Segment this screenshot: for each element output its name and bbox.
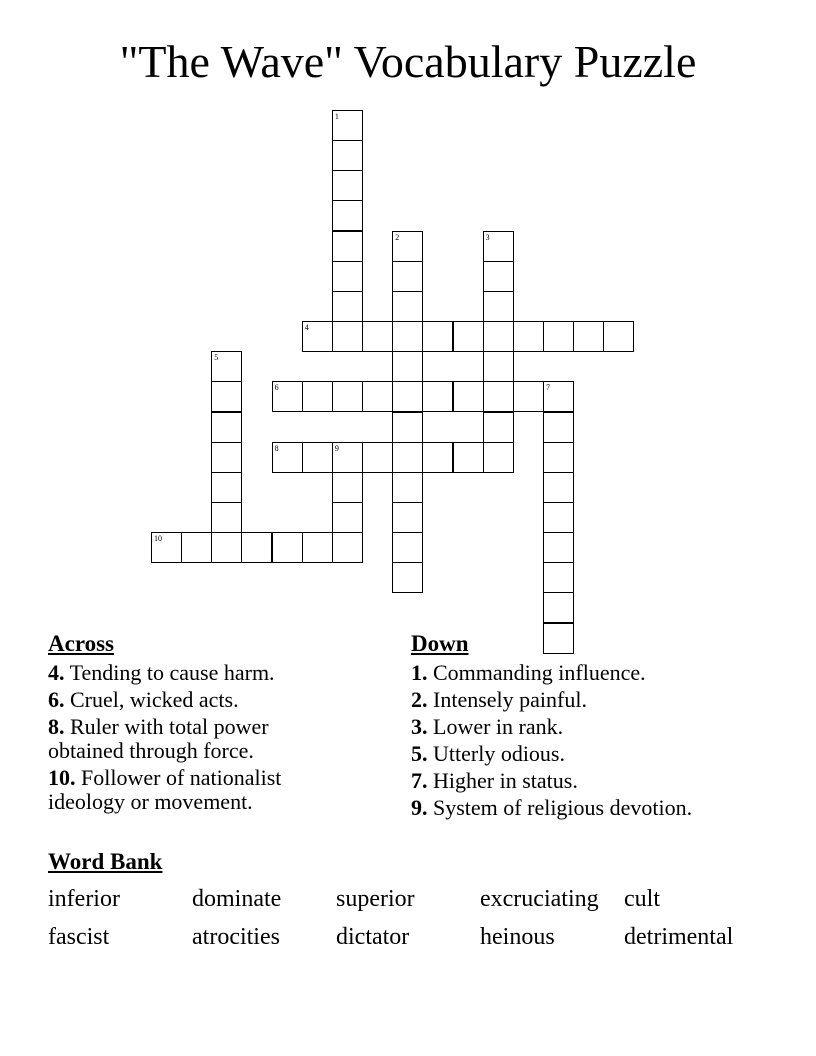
grid-cell[interactable] xyxy=(543,381,574,412)
clue-text: Cruel, wicked acts. xyxy=(64,687,239,712)
grid-cell[interactable] xyxy=(332,472,363,503)
grid-cell[interactable] xyxy=(332,502,363,533)
word-bank-item: inferior xyxy=(48,886,120,912)
word-bank-heading: Word Bank xyxy=(48,849,163,874)
grid-cell[interactable] xyxy=(543,412,574,443)
grid-cell[interactable] xyxy=(151,532,182,563)
grid-cell[interactable] xyxy=(392,321,423,352)
word-bank-item: cult xyxy=(624,886,660,912)
grid-cell[interactable] xyxy=(513,381,544,412)
clue-number: 2. xyxy=(411,687,428,712)
grid-cell[interactable] xyxy=(543,502,574,533)
word-bank-item: detrimental xyxy=(624,924,734,950)
down-clue xyxy=(411,661,791,685)
grid-cell[interactable] xyxy=(392,442,423,473)
grid-cell[interactable] xyxy=(453,321,484,352)
grid-cell[interactable] xyxy=(543,321,574,352)
clue-number-label: 3 xyxy=(485,232,490,242)
grid-cell[interactable] xyxy=(543,532,574,563)
grid-cell[interactable] xyxy=(332,261,363,292)
clue-text: Lower in rank. xyxy=(427,714,564,739)
clue-number-label: 10 xyxy=(154,534,162,544)
grid-cell[interactable] xyxy=(392,532,423,563)
word-bank-item: atrocities xyxy=(192,924,280,950)
grid-cell[interactable] xyxy=(392,502,423,533)
grid-cell[interactable] xyxy=(362,442,393,473)
word-bank-item: superior xyxy=(336,886,415,912)
clue-text: System of religious devotion. xyxy=(427,795,693,820)
page-title: "The Wave" Vocabulary Puzzle xyxy=(119,36,697,87)
clue-number-label: 9 xyxy=(334,443,339,453)
grid-cell[interactable] xyxy=(422,442,453,473)
clue-text: Higher in status. xyxy=(427,768,578,793)
word-bank-item: excruciating xyxy=(480,886,599,912)
grid-cell[interactable] xyxy=(362,321,393,352)
clue-number: 9. xyxy=(411,795,428,820)
clue-text: Ruler with total power obtained through force. xyxy=(48,714,269,763)
grid-cell[interactable] xyxy=(211,442,242,473)
across-clue xyxy=(48,661,348,685)
word-bank-item: fascist xyxy=(48,924,110,950)
clue-number-label: 2 xyxy=(395,232,400,242)
down-clue xyxy=(411,715,791,739)
grid-cell[interactable] xyxy=(543,472,574,503)
grid-cell[interactable] xyxy=(272,532,303,563)
grid-cell[interactable] xyxy=(332,321,363,352)
down-clues xyxy=(411,630,791,820)
clue-number: 8. xyxy=(48,714,65,739)
grid-cell[interactable] xyxy=(211,381,242,412)
clue-number-label: 1 xyxy=(334,112,339,121)
grid-cell[interactable] xyxy=(362,381,393,412)
grid-cell[interactable] xyxy=(483,351,514,382)
grid-cell[interactable] xyxy=(332,231,363,262)
clue-number-label: 7 xyxy=(545,383,550,393)
across-clue xyxy=(48,688,348,712)
across-heading: Across xyxy=(48,631,115,656)
clue-number: 6. xyxy=(48,687,65,712)
grid-cell[interactable] xyxy=(483,442,514,473)
across-clue xyxy=(48,715,348,763)
grid-cell[interactable] xyxy=(332,291,363,322)
grid-cell[interactable] xyxy=(483,381,514,412)
clue-text: Utterly odious. xyxy=(427,741,565,766)
grid-cell[interactable] xyxy=(392,261,423,292)
grid-cell[interactable] xyxy=(483,231,514,262)
down-clue xyxy=(411,688,791,712)
grid-cell[interactable] xyxy=(543,562,574,593)
clue-text: Intensely painful. xyxy=(427,687,587,712)
down-clue xyxy=(411,769,791,793)
grid-cell[interactable] xyxy=(211,472,242,503)
grid-cell[interactable] xyxy=(392,562,423,593)
grid-cell[interactable] xyxy=(211,502,242,533)
grid-cell[interactable] xyxy=(392,472,423,503)
grid-cell[interactable] xyxy=(332,110,363,141)
grid-cell[interactable] xyxy=(392,412,423,443)
clue-number: 10. xyxy=(48,765,76,790)
grid-cell[interactable] xyxy=(302,442,333,473)
grid-cell[interactable] xyxy=(422,381,453,412)
grid-cell[interactable] xyxy=(302,532,333,563)
clue-number: 3. xyxy=(411,714,428,739)
word-bank-item: dictator xyxy=(336,924,410,950)
grid-cell[interactable] xyxy=(573,321,604,352)
grid-cell[interactable] xyxy=(513,321,544,352)
clue-number: 5. xyxy=(411,741,428,766)
grid-cell[interactable] xyxy=(332,140,363,171)
word-bank xyxy=(48,848,788,957)
grid-cell[interactable] xyxy=(453,442,484,473)
clue-number: 1. xyxy=(411,660,428,685)
grid-cell[interactable] xyxy=(483,321,514,352)
clue-number-label: 8 xyxy=(274,443,279,453)
grid-cell[interactable] xyxy=(483,412,514,443)
down-clue-list xyxy=(411,661,791,820)
down-clue xyxy=(411,796,791,820)
grid-cell[interactable] xyxy=(211,412,242,443)
across-clue-list xyxy=(48,661,348,814)
grid-cell[interactable] xyxy=(332,170,363,201)
grid-cell[interactable] xyxy=(211,532,242,563)
grid-cell[interactable] xyxy=(543,592,574,623)
clue-number: 4. xyxy=(48,660,65,685)
grid-cell[interactable] xyxy=(302,321,333,352)
grid-cell[interactable] xyxy=(392,381,423,412)
grid-cell[interactable] xyxy=(302,381,333,412)
clue-text: Tending to cause harm. xyxy=(64,660,275,685)
grid-cell[interactable] xyxy=(483,291,514,322)
word-bank-list xyxy=(48,881,788,957)
grid-cell[interactable] xyxy=(483,261,514,292)
grid-cell[interactable] xyxy=(332,532,363,563)
grid-cell[interactable] xyxy=(392,291,423,322)
grid-cell[interactable] xyxy=(392,231,423,262)
grid-cell[interactable] xyxy=(392,351,423,382)
word-bank-item: dominate xyxy=(192,886,282,912)
clue-number-label: 6 xyxy=(274,383,279,393)
grid-cell[interactable] xyxy=(332,200,363,231)
clue-number-label: 5 xyxy=(214,353,219,363)
down-heading: Down xyxy=(411,631,469,656)
grid-cell[interactable] xyxy=(211,351,242,382)
grid-cell[interactable] xyxy=(453,381,484,412)
grid-cell[interactable] xyxy=(332,442,363,473)
grid-cell[interactable] xyxy=(272,442,303,473)
grid-cell[interactable] xyxy=(241,532,272,563)
across-clues xyxy=(48,630,348,814)
grid-cell[interactable] xyxy=(543,442,574,473)
word-bank-item: heinous xyxy=(480,924,555,950)
clue-number: 7. xyxy=(411,768,428,793)
grid-cell[interactable] xyxy=(422,321,453,352)
clue-number-label: 4 xyxy=(304,323,309,333)
down-clue xyxy=(411,742,791,766)
grid-cell[interactable] xyxy=(181,532,212,563)
clue-text: Follower of nationalist ideology or movement. xyxy=(48,765,282,814)
across-clue xyxy=(48,766,348,814)
clue-text: Commanding influence. xyxy=(427,660,646,685)
grid-cell[interactable] xyxy=(272,381,303,412)
grid-cell[interactable] xyxy=(332,381,363,412)
grid-cell[interactable] xyxy=(603,321,634,352)
